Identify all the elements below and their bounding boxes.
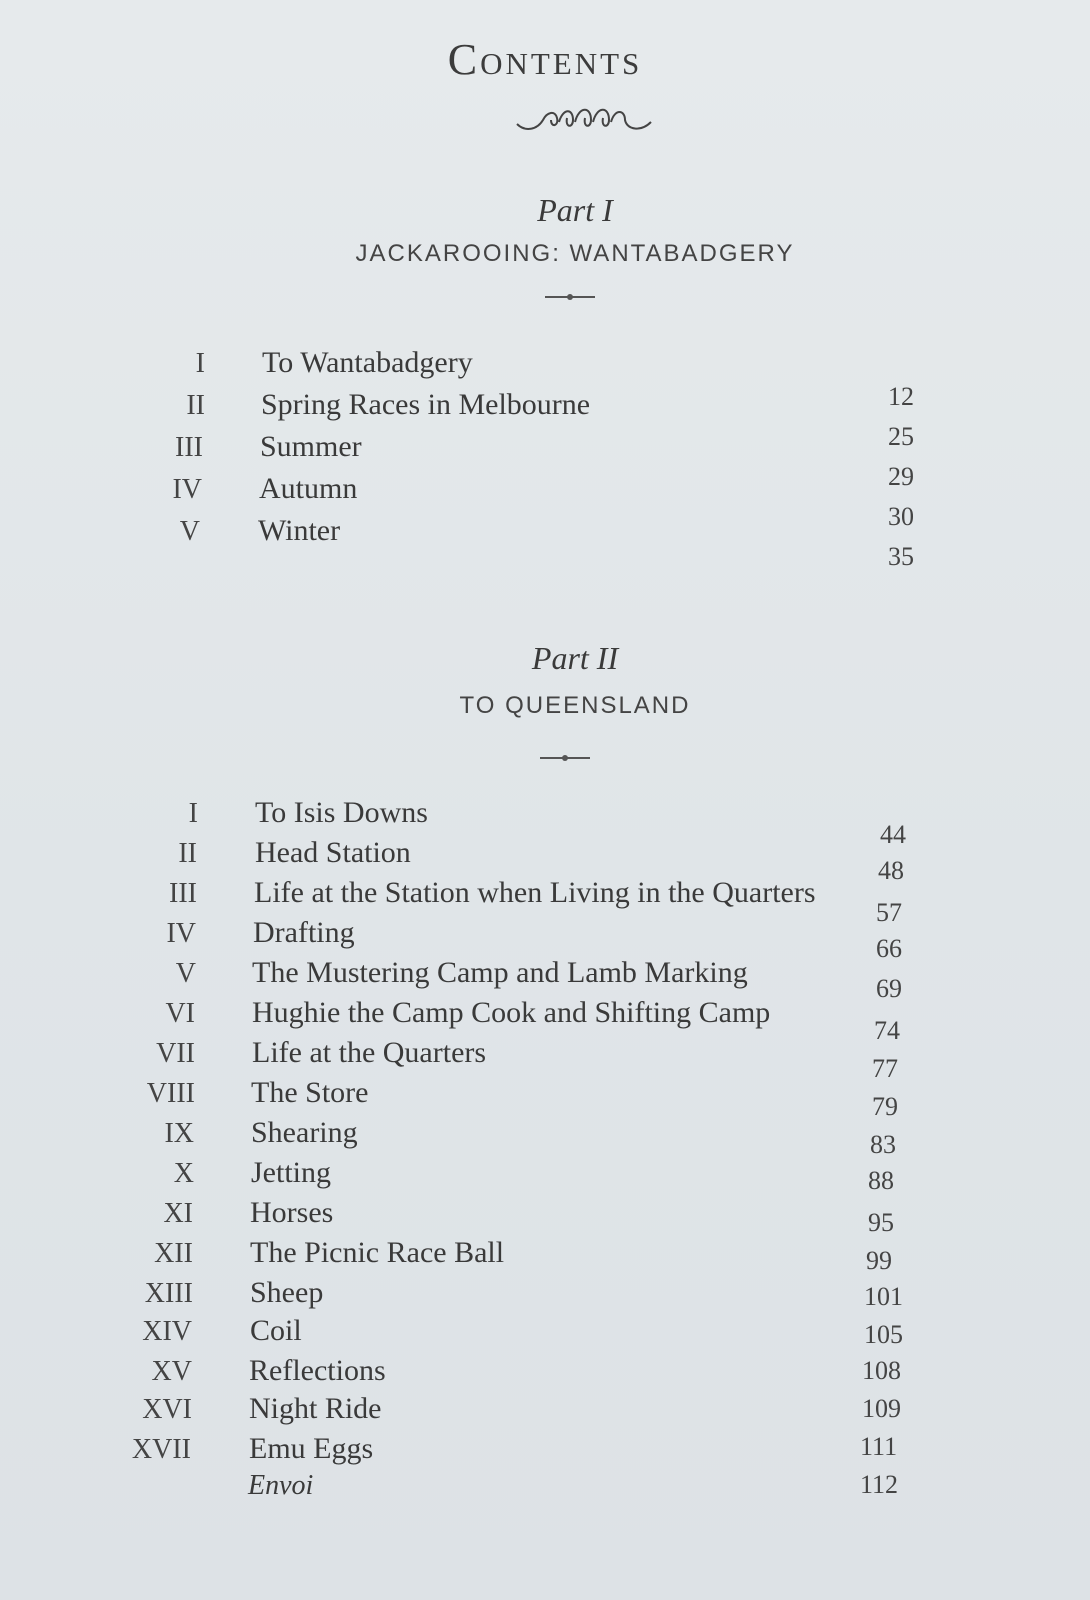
part-1-divider [545,296,595,298]
page-number: 99 [866,1246,892,1275]
page-number: 48 [878,856,904,885]
part-1-label: Part I [537,192,613,228]
chapter-number: XV [151,1356,192,1387]
chapter-number: II [178,838,197,869]
page-number: 111 [860,1432,898,1461]
part-2-label: Part II [531,640,619,676]
chapter-number: IX [164,1118,194,1149]
page-number: 95 [868,1208,894,1237]
chapter-number: II [186,390,205,421]
page-title: Contents [447,35,643,84]
chapter-title: Spring Races in Melbourne [261,388,591,421]
chapter-number: XIV [142,1316,192,1347]
part-1-subtitle: JACKAROOING: WANTABADGERY [355,240,795,267]
chapter-number: XVI [142,1394,192,1425]
chapter-title: Sheep [250,1276,324,1309]
envoi-title: Envoi [248,1470,314,1501]
chapter-title: The Mustering Camp and Lamb Marking [252,956,748,989]
page-number: 30 [888,502,914,531]
page-number: 101 [864,1282,903,1311]
part-2-subtitle: TO QUEENSLAND [459,692,691,719]
chapter-title: Summer [260,430,362,463]
chapter-number: XI [163,1198,193,1229]
chapter-number: III [175,432,203,463]
chapter-number: VI [165,998,195,1029]
page-number: 44 [880,820,906,849]
page-number: 79 [872,1092,898,1121]
chapter-title: Winter [258,514,341,547]
page-number: 12 [888,382,914,411]
chapter-number: VII [156,1038,195,1069]
chapter-title: Life at the Station when Living in the Quarters [254,876,816,909]
page-number: 108 [862,1356,901,1385]
chapter-number: V [175,958,196,989]
page-number: 69 [876,974,902,1003]
chapter-title: Life at the Quarters [252,1036,487,1069]
chapter-number: XIII [144,1278,193,1309]
chapter-title: Hughie the Camp Cook and Shifting Camp [252,996,771,1029]
chapter-title: Jetting [251,1156,331,1189]
chapter-number: IV [166,918,196,949]
page-number: 105 [864,1320,903,1349]
page-number: 66 [876,934,902,963]
chapter-title: Horses [250,1196,334,1229]
page-number: 77 [872,1054,898,1083]
part-2-divider [540,757,590,759]
page-number: 88 [868,1166,894,1195]
chapter-title: Night Ride [249,1392,382,1425]
page-number: 25 [888,422,914,451]
chapter-number: III [169,878,197,909]
page-number: 35 [888,542,914,571]
page-number: 57 [876,898,902,927]
chapter-title: To Isis Downs [255,796,428,829]
page-number: 74 [874,1016,900,1045]
chapter-number: V [179,516,200,547]
chapter-title: Autumn [259,472,358,505]
chapter-title: Head Station [255,836,411,869]
chapter-title: Shearing [251,1116,358,1149]
chapter-number: I [188,798,198,829]
chapter-number: XII [154,1238,193,1269]
chapter-number: VIII [146,1078,195,1109]
page-number: 29 [888,462,914,491]
chapter-title: The Picnic Race Ball [250,1236,505,1269]
chapter-number: I [195,348,205,379]
chapter-title: The Store [251,1076,369,1109]
chapter-title: Reflections [249,1354,386,1387]
page-number: 112 [860,1470,899,1499]
chapter-title: Coil [250,1314,302,1347]
page-number: 109 [862,1394,901,1423]
chapter-title: To Wantabadgery [262,346,473,379]
page-number: 83 [870,1130,896,1159]
flourish-ornament-icon [515,98,655,138]
chapter-number: X [173,1158,194,1189]
chapter-title: Emu Eggs [249,1432,374,1465]
chapter-number: IV [172,474,202,505]
chapter-title: Drafting [253,916,355,949]
chapter-number: XVII [131,1434,191,1465]
